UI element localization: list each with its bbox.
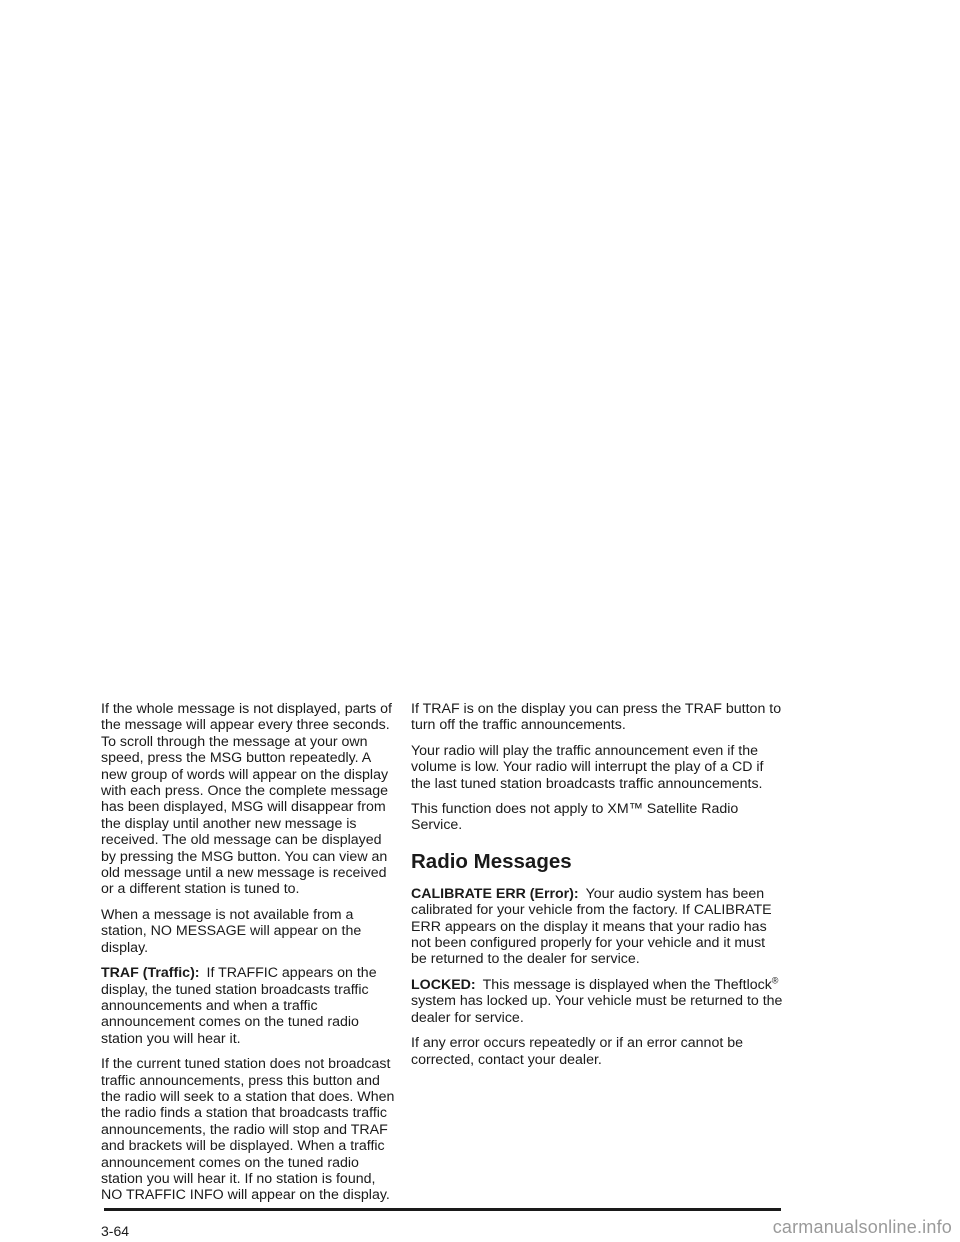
paragraph-traffic-volume: Your radio will play the traffic announcement even if the volume is low. Your radio will interrupt the play of a CD if the last tuned station broadcasts traffic announcements. — [411, 742, 764, 792]
paragraph-locked — [411, 977, 784, 1026]
paragraph-xm-note: This function does not apply to XM™ Satellite Radio Service. — [411, 801, 739, 834]
registered-mark: ® — [771, 975, 779, 986]
right-column — [411, 701, 784, 1077]
watermark: carmanualsonline.info — [772, 1217, 952, 1237]
traf-text: If TRAFFIC appears on the display, the tuned station broadcasts traffic announcements and when a traffic announcement comes on the tuned radio station you will hear it. — [101, 965, 377, 1047]
traf-label: TRAF (Traffic): — [101, 965, 200, 982]
paragraph-no-message: When a message is not available from a station, NO MESSAGE will appear on the display. — [101, 906, 362, 956]
locked-text-a: This message is displayed when the Theftlock — [482, 976, 772, 993]
paragraph-traf — [101, 965, 395, 1047]
locked-text-b: system has locked up. Your vehicle must be returned to the dealer for service. — [411, 993, 783, 1026]
paragraph-calibrate-err — [411, 886, 784, 968]
locked-label: LOCKED: — [411, 976, 476, 993]
paragraph-message-scroll: If the whole message is not displayed, parts of the message will appear every three seconds. To scroll through the message at your own speed, press the MSG button repeatedly. A new group of words will appear on the display with each press. Once the complete message has been displayed, MSG will disappear from the display until another new message is received. The old message can be displayed by pressing the MSG button. You can view an old message until a new message is received or a different station is tuned to. — [101, 701, 393, 898]
left-column — [101, 701, 395, 1213]
paragraph-traf-off: If TRAF is on the display you can press the TRAF button to turn off the traffic announcements. — [411, 701, 782, 734]
section-heading-radio-messages: Radio Messages — [411, 849, 572, 873]
page-number: 3-64 — [101, 1223, 130, 1239]
paragraph-contact-dealer: If any error occurs repeatedly or if an error cannot be corrected, contact your dealer. — [411, 1035, 743, 1068]
paragraph-traffic-seek: If the current tuned station does not broadcast traffic announcements, press this button and the radio will seek to a station that does. When the radio finds a station that broadcasts traffic announcements, the radio will stop and TRAF and brackets will be displayed. When a traffic announcement comes on the tuned radio station you will hear it. If no station is found, NO TRAFFIC INFO will appear on the display. — [101, 1056, 395, 1204]
calibrate-label: CALIBRATE ERR (Error): — [411, 885, 579, 902]
footer-rule — [104, 1208, 781, 1211]
calibrate-text: Your audio system has been calibrated for your vehicle from the factory. If CALIBRATE ERR appears on the display it means that your radio has not been configured properly for your vehicle and it must be returned to the dealer for service. — [411, 885, 772, 968]
